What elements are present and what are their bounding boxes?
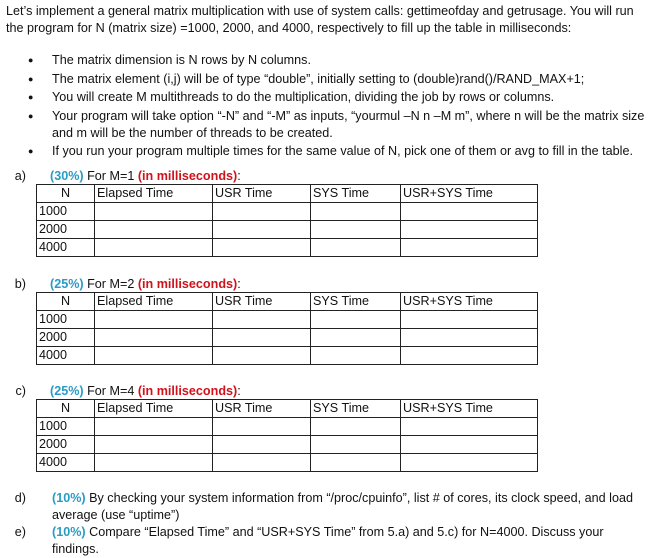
usr-cell[interactable]	[213, 221, 311, 239]
usr-sys-cell[interactable]	[401, 329, 538, 347]
requirement-item: ● Your program will take option “-N” and “-M” as inputs, “yourmul –N n –M m”, where n will be the matrix size and m will be the number of threads to be created.	[28, 108, 648, 142]
row-n-value: 4000	[37, 454, 95, 472]
elapsed-cell[interactable]	[95, 418, 213, 436]
usr-cell[interactable]	[213, 203, 311, 221]
section-heading	[50, 276, 241, 293]
section-colon: :	[237, 169, 241, 183]
sys-cell[interactable]	[311, 418, 401, 436]
table-row	[37, 239, 538, 257]
elapsed-cell[interactable]	[95, 454, 213, 472]
sys-cell[interactable]	[311, 436, 401, 454]
column-header-n: N	[37, 185, 95, 203]
usr-sys-cell[interactable]	[401, 311, 538, 329]
table-row	[37, 418, 538, 436]
table-row	[37, 311, 538, 329]
elapsed-cell[interactable]	[95, 347, 213, 365]
column-header-sys: SYS Time	[311, 293, 401, 311]
timing-table-m2	[36, 292, 538, 365]
usr-cell[interactable]	[213, 329, 311, 347]
table-row	[37, 203, 538, 221]
table-row	[37, 329, 538, 347]
row-n-value: 4000	[37, 239, 95, 257]
column-header-usr-sys: USR+SYS Time	[401, 185, 538, 203]
table-row	[37, 221, 538, 239]
sys-cell[interactable]	[311, 347, 401, 365]
section-percent: (30%)	[50, 169, 84, 183]
question-text	[52, 524, 642, 558]
intro-paragraph: Let’s implement a general matrix multiplication with use of system calls: gettimeofday and getrusage. You will run the program for N (matrix size) =1000, 2000, and 4000, respectively to fill up the table in milliseconds:	[6, 4, 634, 35]
table-row	[37, 436, 538, 454]
column-header-usr: USR Time	[213, 293, 311, 311]
elapsed-cell[interactable]	[95, 436, 213, 454]
usr-cell[interactable]	[213, 239, 311, 257]
elapsed-cell[interactable]	[95, 311, 213, 329]
section-heading	[50, 168, 241, 185]
table-row	[37, 454, 538, 472]
sys-cell[interactable]	[311, 454, 401, 472]
column-header-elapsed: Elapsed Time	[95, 185, 213, 203]
sys-cell[interactable]	[311, 329, 401, 347]
column-header-n: N	[37, 400, 95, 418]
requirements-list	[28, 52, 648, 162]
column-header-usr-sys: USR+SYS Time	[401, 293, 538, 311]
table-header-row	[37, 293, 538, 311]
section-percent: (25%)	[50, 277, 84, 291]
usr-sys-cell[interactable]	[401, 203, 538, 221]
section-for-text: For M=2	[87, 277, 135, 291]
section-letter: a)	[14, 169, 26, 183]
section-unit: (in milliseconds)	[137, 169, 238, 183]
table-header-row	[37, 185, 538, 203]
sys-cell[interactable]	[311, 311, 401, 329]
question-percent: (10%)	[52, 525, 86, 539]
section-percent: (25%)	[50, 384, 84, 398]
section-colon: :	[237, 384, 241, 398]
requirement-item: ● If you run your program multiple times for the same value of N, pick one of them or avg to fill in the table.	[28, 143, 648, 160]
timing-table-m1	[36, 184, 538, 257]
row-n-value: 2000	[37, 436, 95, 454]
elapsed-cell[interactable]	[95, 203, 213, 221]
section-unit: (in milliseconds)	[137, 384, 238, 398]
usr-cell[interactable]	[213, 347, 311, 365]
column-header-sys: SYS Time	[311, 185, 401, 203]
section-for-text: For M=4	[87, 384, 135, 398]
row-n-value: 1000	[37, 203, 95, 221]
requirement-item: ● You will create M multithreads to do the multiplication, dividing the job by rows or columns.	[28, 89, 648, 106]
row-n-value: 2000	[37, 221, 95, 239]
column-header-usr-sys: USR+SYS Time	[401, 400, 538, 418]
elapsed-cell[interactable]	[95, 239, 213, 257]
sys-cell[interactable]	[311, 203, 401, 221]
timing-table-m4	[36, 399, 538, 472]
column-header-usr: USR Time	[213, 400, 311, 418]
row-n-value: 1000	[37, 311, 95, 329]
usr-sys-cell[interactable]	[401, 347, 538, 365]
sys-cell[interactable]	[311, 221, 401, 239]
question-text	[52, 490, 642, 524]
usr-cell[interactable]	[213, 418, 311, 436]
elapsed-cell[interactable]	[95, 329, 213, 347]
sys-cell[interactable]	[311, 239, 401, 257]
usr-cell[interactable]	[213, 454, 311, 472]
column-header-usr: USR Time	[213, 185, 311, 203]
row-n-value: 1000	[37, 418, 95, 436]
row-n-value: 2000	[37, 329, 95, 347]
section-unit: (in milliseconds)	[137, 277, 238, 291]
column-header-n: N	[37, 293, 95, 311]
usr-cell[interactable]	[213, 436, 311, 454]
usr-sys-cell[interactable]	[401, 221, 538, 239]
column-header-elapsed: Elapsed Time	[95, 400, 213, 418]
question-percent: (10%)	[52, 491, 86, 505]
section-heading	[50, 383, 241, 400]
column-header-elapsed: Elapsed Time	[95, 293, 213, 311]
usr-sys-cell[interactable]	[401, 436, 538, 454]
table-row	[37, 347, 538, 365]
usr-cell[interactable]	[213, 311, 311, 329]
usr-sys-cell[interactable]	[401, 239, 538, 257]
row-n-value: 4000	[37, 347, 95, 365]
requirement-item: ● The matrix element (i,j) will be of type “double”, initially setting to (double)rand()/RAND_MAX+1;	[28, 71, 648, 88]
elapsed-cell[interactable]	[95, 221, 213, 239]
section-colon: :	[237, 277, 241, 291]
table-header-row	[37, 400, 538, 418]
question-body: Compare “Elapsed Time” and “USR+SYS Time” from 5.a) and 5.c) for N=4000. Discuss your findings.	[52, 525, 604, 556]
question-letter: e)	[14, 525, 26, 539]
usr-sys-cell[interactable]	[401, 454, 538, 472]
section-for-text: For M=1	[87, 169, 135, 183]
section-letter: c)	[15, 384, 26, 398]
question-body: By checking your system information from “/proc/cpuinfo”, list # of cores, its clock speed, and load average (use “uptime”)	[52, 491, 633, 522]
requirement-item: ● The matrix dimension is N rows by N columns.	[28, 52, 648, 69]
column-header-sys: SYS Time	[311, 400, 401, 418]
question-letter: d)	[14, 491, 26, 505]
section-letter: b)	[14, 277, 26, 291]
usr-sys-cell[interactable]	[401, 418, 538, 436]
